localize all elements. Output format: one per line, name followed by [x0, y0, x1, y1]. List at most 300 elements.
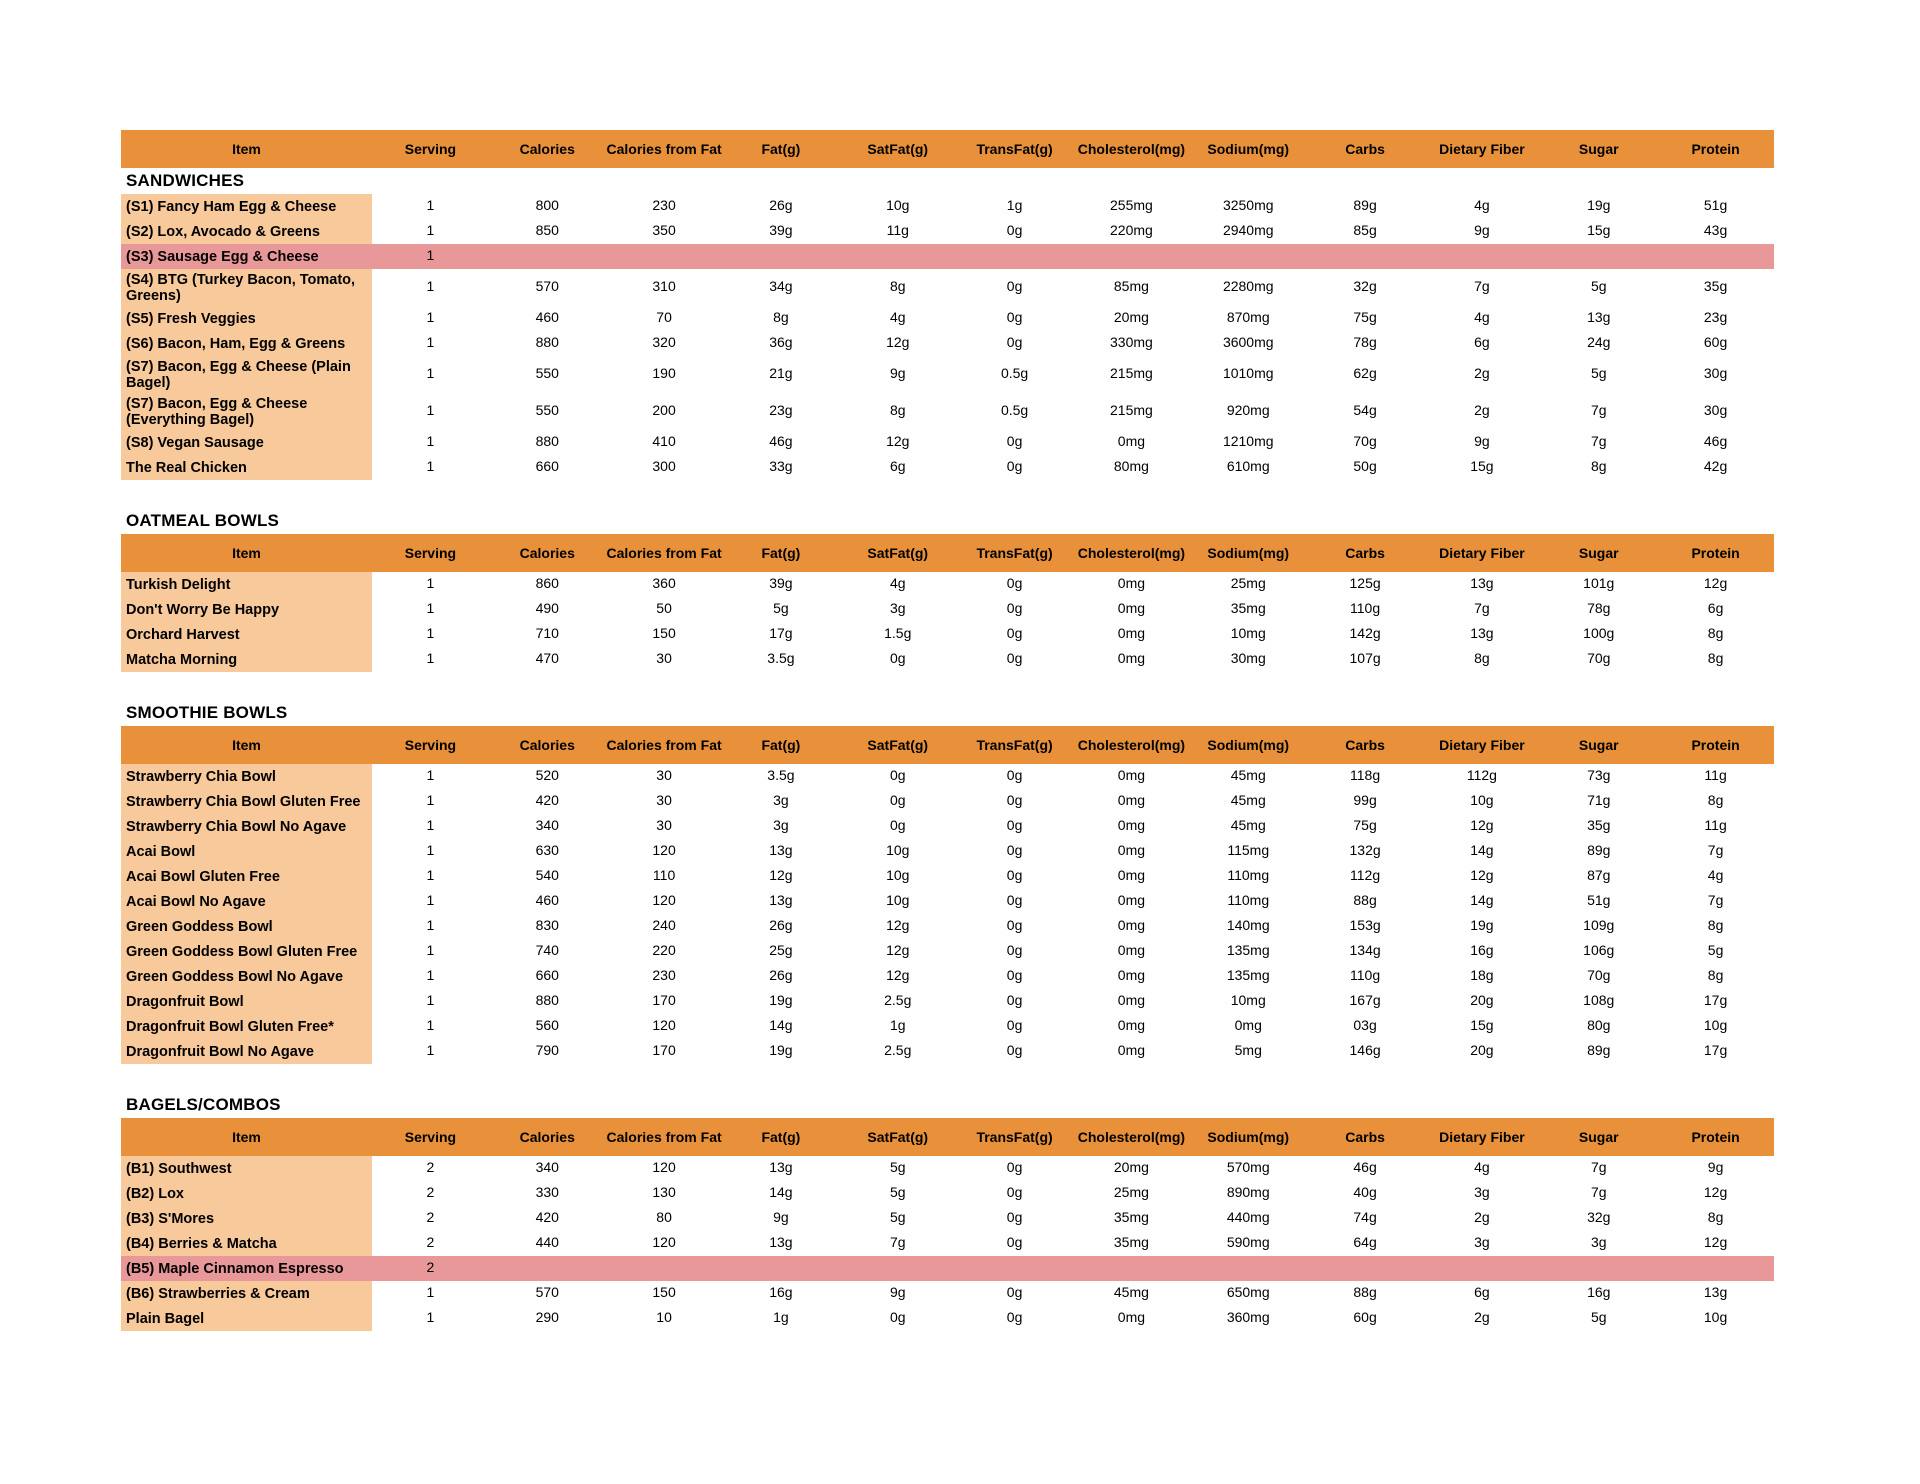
column-header: Item — [232, 737, 261, 753]
nutrition-sheet — [121, 130, 1774, 1331]
cell-value: 220mg — [1110, 221, 1153, 238]
cell-value — [723, 1267, 840, 1271]
item-name: Turkish Delight — [121, 572, 372, 597]
cell-value: 6g — [1474, 333, 1490, 350]
cell-value: 15g — [1470, 1016, 1494, 1033]
cell-value: 13g — [1703, 1283, 1728, 1300]
item-name: (S3) Sausage Egg & Cheese — [126, 248, 319, 265]
cell-value: 39g — [769, 221, 793, 238]
column-header: SatFat(g) — [867, 737, 929, 753]
cell-value: 230 — [652, 966, 676, 983]
cell-value: 2g — [1474, 1208, 1490, 1225]
column-header: Carbs — [1345, 737, 1385, 753]
cell-value: 51g — [1703, 196, 1728, 213]
table-row — [121, 1281, 1774, 1306]
item-name: Don't Worry Be Happy — [121, 597, 372, 622]
cell-value: 40g — [1353, 1183, 1377, 1200]
item-name: Acai Bowl No Agave — [121, 889, 372, 914]
column-header: Sugar — [1578, 737, 1619, 753]
cell-value: 8g — [889, 401, 906, 418]
section — [121, 1092, 1774, 1331]
cell-value: 30 — [656, 816, 672, 833]
cell-value: 7g — [1707, 891, 1724, 908]
cell-value — [1540, 255, 1657, 259]
column-header: Cholesterol(mg) — [1077, 737, 1186, 753]
cell-value: 3g — [773, 816, 789, 833]
cell-value: 255mg — [1110, 196, 1153, 213]
column-header: Calories — [519, 545, 575, 561]
cell-value: 4g — [889, 574, 906, 591]
table-row — [121, 989, 1774, 1014]
column-header: Serving — [404, 545, 457, 561]
item-name: (S1) Fancy Ham Egg & Cheese — [121, 194, 372, 219]
cell-value: 142g — [1349, 624, 1381, 641]
cell-value: 470 — [535, 649, 559, 666]
cell-value: 490 — [535, 599, 559, 616]
cell-value: 60g — [1353, 1308, 1377, 1325]
table-header — [121, 1118, 1774, 1156]
cell-value: 15g — [1470, 457, 1494, 474]
column-header: SatFat(g) — [867, 545, 929, 561]
cell-value: 50g — [1353, 457, 1377, 474]
cell-value: 45mg — [1230, 816, 1266, 833]
cell-value: 8g — [1707, 916, 1724, 933]
cell-value — [956, 1267, 1073, 1271]
table-row — [121, 219, 1774, 244]
table-row — [121, 889, 1774, 914]
cell-value: 120 — [652, 1233, 676, 1250]
cell-value: 8g — [1707, 624, 1724, 641]
cell-value: 73g — [1587, 766, 1611, 783]
column-header: Cholesterol(mg) — [1077, 141, 1186, 157]
column-header: Calories — [519, 141, 575, 157]
cell-value: 3g — [889, 599, 906, 616]
item-name: (B4) Berries & Matcha — [121, 1231, 372, 1256]
table-row — [121, 622, 1774, 647]
cell-value: 170 — [652, 1041, 676, 1058]
cell-value: 3250mg — [1222, 196, 1274, 213]
cell-value: 1 — [426, 401, 435, 418]
column-header: Fat(g) — [761, 141, 801, 157]
cell-value: 300 — [652, 457, 676, 474]
cell-value: 0g — [1006, 333, 1023, 350]
cell-value: 112g — [1466, 766, 1497, 783]
cell-value: 0g — [1006, 277, 1023, 294]
cell-value: 13g — [769, 891, 793, 908]
cell-value: 16g — [769, 1283, 793, 1300]
cell-value: 1 — [426, 1308, 435, 1325]
cell-value: 630 — [535, 841, 559, 858]
cell-value: 540 — [535, 866, 559, 883]
section-title: BAGELS/COMBOS — [126, 1095, 281, 1114]
cell-value: 440mg — [1226, 1208, 1270, 1225]
cell-value: 740 — [535, 941, 559, 958]
item-name: Plain Bagel — [121, 1306, 372, 1331]
cell-value: 13g — [1587, 308, 1611, 325]
item-name: (B2) Lox — [121, 1181, 372, 1206]
cell-value: 570mg — [1226, 1158, 1270, 1175]
cell-value: 0g — [1006, 791, 1023, 808]
cell-value: 570 — [535, 277, 559, 294]
cell-value: 1 — [426, 196, 435, 213]
column-header: Serving — [404, 141, 457, 157]
cell-value — [1307, 1267, 1424, 1271]
cell-value: 109g — [1583, 916, 1615, 933]
cell-value: 0g — [889, 766, 906, 783]
cell-value: 190 — [652, 364, 676, 381]
cell-value: 0mg — [1117, 624, 1146, 641]
cell-value: 5g — [889, 1208, 906, 1225]
column-header: TransFat(g) — [976, 141, 1053, 157]
item-name: (B5) Maple Cinnamon Espresso — [126, 1260, 344, 1277]
cell-value: 120 — [652, 891, 676, 908]
column-header: Sodium(mg) — [1207, 737, 1290, 753]
cell-value: 46g — [769, 432, 793, 449]
column-header: Carbs — [1345, 141, 1385, 157]
cell-value: 880 — [535, 991, 559, 1008]
cell-value: 200 — [652, 401, 676, 418]
cell-value: 16g — [1470, 941, 1494, 958]
cell-value: 88g — [1353, 1283, 1377, 1300]
cell-value: 590mg — [1226, 1233, 1270, 1250]
item-name: Matcha Morning — [121, 647, 372, 672]
cell-value: 14g — [769, 1183, 793, 1200]
cell-value: 30 — [656, 766, 672, 783]
cell-value: 1 — [426, 791, 435, 808]
cell-value: 4g — [1707, 866, 1724, 883]
cell-value: 1 — [426, 891, 435, 908]
cell-value: 310 — [652, 277, 676, 294]
cell-value: 85g — [1353, 221, 1377, 238]
cell-value: 60g — [1703, 333, 1728, 350]
cell-value: 520 — [535, 766, 559, 783]
item-name: Acai Bowl Gluten Free — [121, 864, 372, 889]
cell-value: 660 — [535, 457, 559, 474]
cell-value: 0g — [1006, 574, 1023, 591]
cell-value: 880 — [535, 432, 559, 449]
cell-value: 0g — [1006, 457, 1023, 474]
column-header: Calories from Fat — [606, 141, 722, 157]
cell-value: 0g — [1006, 916, 1023, 933]
cell-value: 340 — [535, 816, 559, 833]
cell-value: 0g — [1006, 816, 1023, 833]
cell-value: 3g — [1474, 1233, 1490, 1250]
cell-value: 2g — [1474, 401, 1490, 418]
cell-value: 710 — [535, 624, 559, 641]
cell-value: 33g — [769, 457, 793, 474]
cell-value: 89g — [1587, 841, 1611, 858]
cell-value: 1.5g — [884, 624, 912, 641]
cell-value: 0.5g — [1000, 401, 1029, 418]
table-row — [121, 430, 1774, 455]
cell-value: 12g — [886, 432, 910, 449]
cell-value: 7g — [1590, 1183, 1607, 1200]
cell-value: 0mg — [1117, 574, 1146, 591]
cell-value: 8g — [1707, 966, 1724, 983]
cell-value: 03g — [1353, 1016, 1377, 1033]
cell-value: 0g — [1006, 1158, 1023, 1175]
column-header: Calories from Fat — [606, 737, 722, 753]
cell-value: 32g — [1353, 277, 1377, 294]
column-header: Cholesterol(mg) — [1077, 545, 1186, 561]
cell-value: 51g — [1587, 891, 1611, 908]
cell-value: 35g — [1587, 816, 1611, 833]
cell-value: 112g — [1350, 866, 1381, 883]
table-row — [121, 1206, 1774, 1231]
table-row — [121, 1256, 1774, 1281]
cell-value: 12g — [1703, 574, 1728, 591]
cell-value: 35mg — [1113, 1233, 1149, 1250]
cell-value: 5g — [889, 1183, 906, 1200]
cell-value — [606, 255, 723, 259]
column-header: Carbs — [1345, 1129, 1385, 1145]
table-row — [121, 939, 1774, 964]
cell-value: 7g — [1590, 401, 1607, 418]
table-row — [121, 839, 1774, 864]
cell-value: 440 — [535, 1233, 559, 1250]
cell-value: 167g — [1349, 991, 1381, 1008]
table-row — [121, 1306, 1774, 1331]
column-header: TransFat(g) — [976, 545, 1053, 561]
table-row — [121, 864, 1774, 889]
cell-value: 0g — [1006, 1208, 1023, 1225]
cell-value: 3g — [1474, 1183, 1490, 1200]
cell-value: 100g — [1583, 624, 1615, 641]
column-header: Cholesterol(mg) — [1077, 1129, 1186, 1145]
cell-value: 9g — [889, 1283, 906, 1300]
cell-value: 7g — [1474, 599, 1490, 616]
column-header: Dietary Fiber — [1439, 737, 1525, 753]
cell-value: 0g — [1006, 1308, 1023, 1325]
cell-value: 1010mg — [1222, 364, 1274, 381]
cell-value: 120 — [652, 1016, 676, 1033]
cell-value: 135mg — [1226, 966, 1270, 983]
table-header — [121, 130, 1774, 168]
cell-value: 550 — [535, 401, 559, 418]
cell-value: 74g — [1353, 1208, 1377, 1225]
table-row — [121, 914, 1774, 939]
cell-value: 0g — [1006, 221, 1023, 238]
cell-value: 850 — [535, 221, 559, 238]
table-row — [121, 814, 1774, 839]
column-header: Carbs — [1345, 545, 1385, 561]
item-name: Strawberry Chia Bowl — [121, 764, 372, 789]
cell-value — [1073, 255, 1190, 259]
cell-value: 9g — [773, 1208, 789, 1225]
cell-value: 89g — [1587, 1041, 1611, 1058]
column-header: Calories from Fat — [606, 545, 722, 561]
cell-value: 70g — [1587, 966, 1611, 983]
cell-value: 0g — [1006, 1283, 1023, 1300]
cell-value: 24g — [1587, 333, 1611, 350]
cell-value: 0g — [889, 816, 906, 833]
cell-value: 16g — [1587, 1283, 1611, 1300]
cell-value: 12g — [886, 333, 910, 350]
cell-value: 23g — [769, 401, 793, 418]
cell-value: 0g — [1006, 1041, 1023, 1058]
cell-value: 15g — [1587, 221, 1611, 238]
table-row — [121, 1156, 1774, 1181]
cell-value: 12g — [769, 866, 793, 883]
column-header: Item — [232, 141, 261, 157]
cell-value: 19g — [769, 991, 793, 1008]
table-row — [121, 331, 1774, 356]
cell-value: 2 — [426, 1258, 435, 1275]
cell-value: 30g — [1703, 364, 1728, 381]
cell-value: 3.5g — [767, 766, 795, 783]
cell-value: 0mg — [1117, 649, 1146, 666]
cell-value: 75g — [1353, 308, 1377, 325]
cell-value: 80g — [1587, 1016, 1611, 1033]
cell-value: 350 — [652, 221, 676, 238]
column-header: Sodium(mg) — [1207, 545, 1290, 561]
cell-value: 20mg — [1113, 308, 1149, 325]
cell-value — [1190, 1267, 1307, 1271]
cell-value: 870mg — [1226, 308, 1270, 325]
cell-value: 0g — [1006, 432, 1023, 449]
cell-value — [1657, 255, 1774, 259]
cell-value: 0g — [1006, 966, 1023, 983]
table-row — [121, 597, 1774, 622]
cell-value: 108g — [1583, 991, 1615, 1008]
cell-value: 0g — [1006, 308, 1023, 325]
cell-value: 14g — [1470, 891, 1494, 908]
cell-value: 10g — [886, 891, 910, 908]
column-header: Protein — [1691, 1129, 1740, 1145]
column-header: Dietary Fiber — [1439, 1129, 1525, 1145]
cell-value: 45mg — [1230, 766, 1266, 783]
cell-value: 26g — [769, 966, 793, 983]
cell-value: 1 — [426, 277, 435, 294]
cell-value: 115mg — [1227, 841, 1270, 858]
cell-value: 1 — [426, 599, 435, 616]
cell-value: 85mg — [1113, 277, 1149, 294]
cell-value: 25g — [769, 941, 793, 958]
item-name: Dragonfruit Bowl — [121, 989, 372, 1014]
cell-value: 1 — [426, 649, 435, 666]
cell-value: 420 — [535, 791, 559, 808]
cell-value — [1073, 1267, 1190, 1271]
cell-value: 20mg — [1113, 1158, 1149, 1175]
cell-value: 1210mg — [1222, 432, 1274, 449]
cell-value: 880 — [535, 333, 559, 350]
cell-value: 8g — [1474, 649, 1490, 666]
cell-value — [839, 1267, 956, 1271]
cell-value: 10g — [1703, 1308, 1728, 1325]
cell-value: 87g — [1587, 866, 1611, 883]
cell-value: 78g — [1587, 599, 1611, 616]
section — [121, 508, 1774, 672]
cell-value: 140mg — [1226, 916, 1270, 933]
cell-value: 17g — [1703, 1041, 1728, 1058]
item-name: (B6) Strawberries & Cream — [121, 1281, 372, 1306]
table-header — [121, 534, 1774, 572]
table-row — [121, 572, 1774, 597]
cell-value: 150 — [652, 624, 676, 641]
cell-value: 19g — [1587, 196, 1611, 213]
item-name: (S5) Fresh Veggies — [121, 306, 372, 331]
cell-value: 320 — [652, 333, 676, 350]
cell-value: 610mg — [1226, 457, 1270, 474]
cell-value: 2 — [426, 1158, 435, 1175]
cell-value: 17g — [1703, 991, 1728, 1008]
cell-value: 13g — [1470, 574, 1494, 591]
cell-value: 12g — [1470, 866, 1494, 883]
column-header: Protein — [1691, 141, 1740, 157]
cell-value: 35g — [1703, 277, 1728, 294]
table-row — [121, 306, 1774, 331]
column-header: Serving — [404, 737, 457, 753]
cell-value: 0g — [889, 791, 906, 808]
cell-value: 0g — [1006, 1183, 1023, 1200]
cell-value: 660 — [535, 966, 559, 983]
cell-value: 1 — [426, 991, 435, 1008]
cell-value: 7g — [1474, 277, 1490, 294]
cell-value: 78g — [1353, 333, 1377, 350]
cell-value: 45mg — [1230, 791, 1266, 808]
cell-value: 5g — [1590, 1308, 1607, 1325]
cell-value: 7g — [1707, 841, 1724, 858]
item-name: Strawberry Chia Bowl Gluten Free — [121, 789, 372, 814]
cell-value: 21g — [769, 364, 793, 381]
cell-value: 0g — [889, 649, 906, 666]
cell-value: 0g — [1006, 941, 1023, 958]
cell-value: 36g — [769, 333, 793, 350]
cell-value: 460 — [535, 308, 559, 325]
cell-value: 0g — [1006, 891, 1023, 908]
cell-value: 215mg — [1110, 401, 1153, 418]
cell-value — [839, 255, 956, 259]
cell-value: 3.5g — [767, 649, 795, 666]
cell-value: 71g — [1587, 791, 1611, 808]
cell-value: 0mg — [1117, 791, 1146, 808]
cell-value: 410 — [652, 432, 676, 449]
item-name: (S6) Bacon, Ham, Egg & Greens — [121, 331, 372, 356]
table-row — [121, 1039, 1774, 1064]
cell-value: 89g — [1353, 196, 1377, 213]
cell-value: 10g — [886, 196, 910, 213]
cell-value: 420 — [535, 1208, 559, 1225]
column-header: TransFat(g) — [976, 737, 1053, 753]
cell-value: 0g — [1006, 766, 1023, 783]
cell-value: 62g — [1353, 364, 1377, 381]
cell-value: 1 — [426, 1283, 435, 1300]
cell-value: 42g — [1703, 457, 1728, 474]
cell-value: 0g — [1006, 841, 1023, 858]
cell-value: 0g — [1006, 599, 1023, 616]
table-row — [121, 244, 1774, 269]
cell-value: 88g — [1353, 891, 1377, 908]
cell-value: 0g — [1006, 991, 1023, 1008]
cell-value: 1 — [426, 966, 435, 983]
column-header: Fat(g) — [761, 1129, 801, 1145]
cell-value: 830 — [535, 916, 559, 933]
cell-value — [1424, 255, 1541, 259]
cell-value: 12g — [1703, 1183, 1728, 1200]
cell-value: 2 — [426, 1208, 435, 1225]
table-row — [121, 647, 1774, 672]
section-title: OATMEAL BOWLS — [126, 511, 280, 530]
column-header: Fat(g) — [761, 545, 801, 561]
cell-value: 0g — [1006, 624, 1023, 641]
cell-value: 80mg — [1113, 457, 1149, 474]
cell-value: 10g — [1470, 791, 1494, 808]
cell-value: 43g — [1703, 221, 1728, 238]
cell-value: 30 — [656, 791, 672, 808]
cell-value: 11g — [1704, 816, 1727, 833]
cell-value: 8g — [773, 308, 789, 325]
cell-value — [723, 255, 840, 259]
